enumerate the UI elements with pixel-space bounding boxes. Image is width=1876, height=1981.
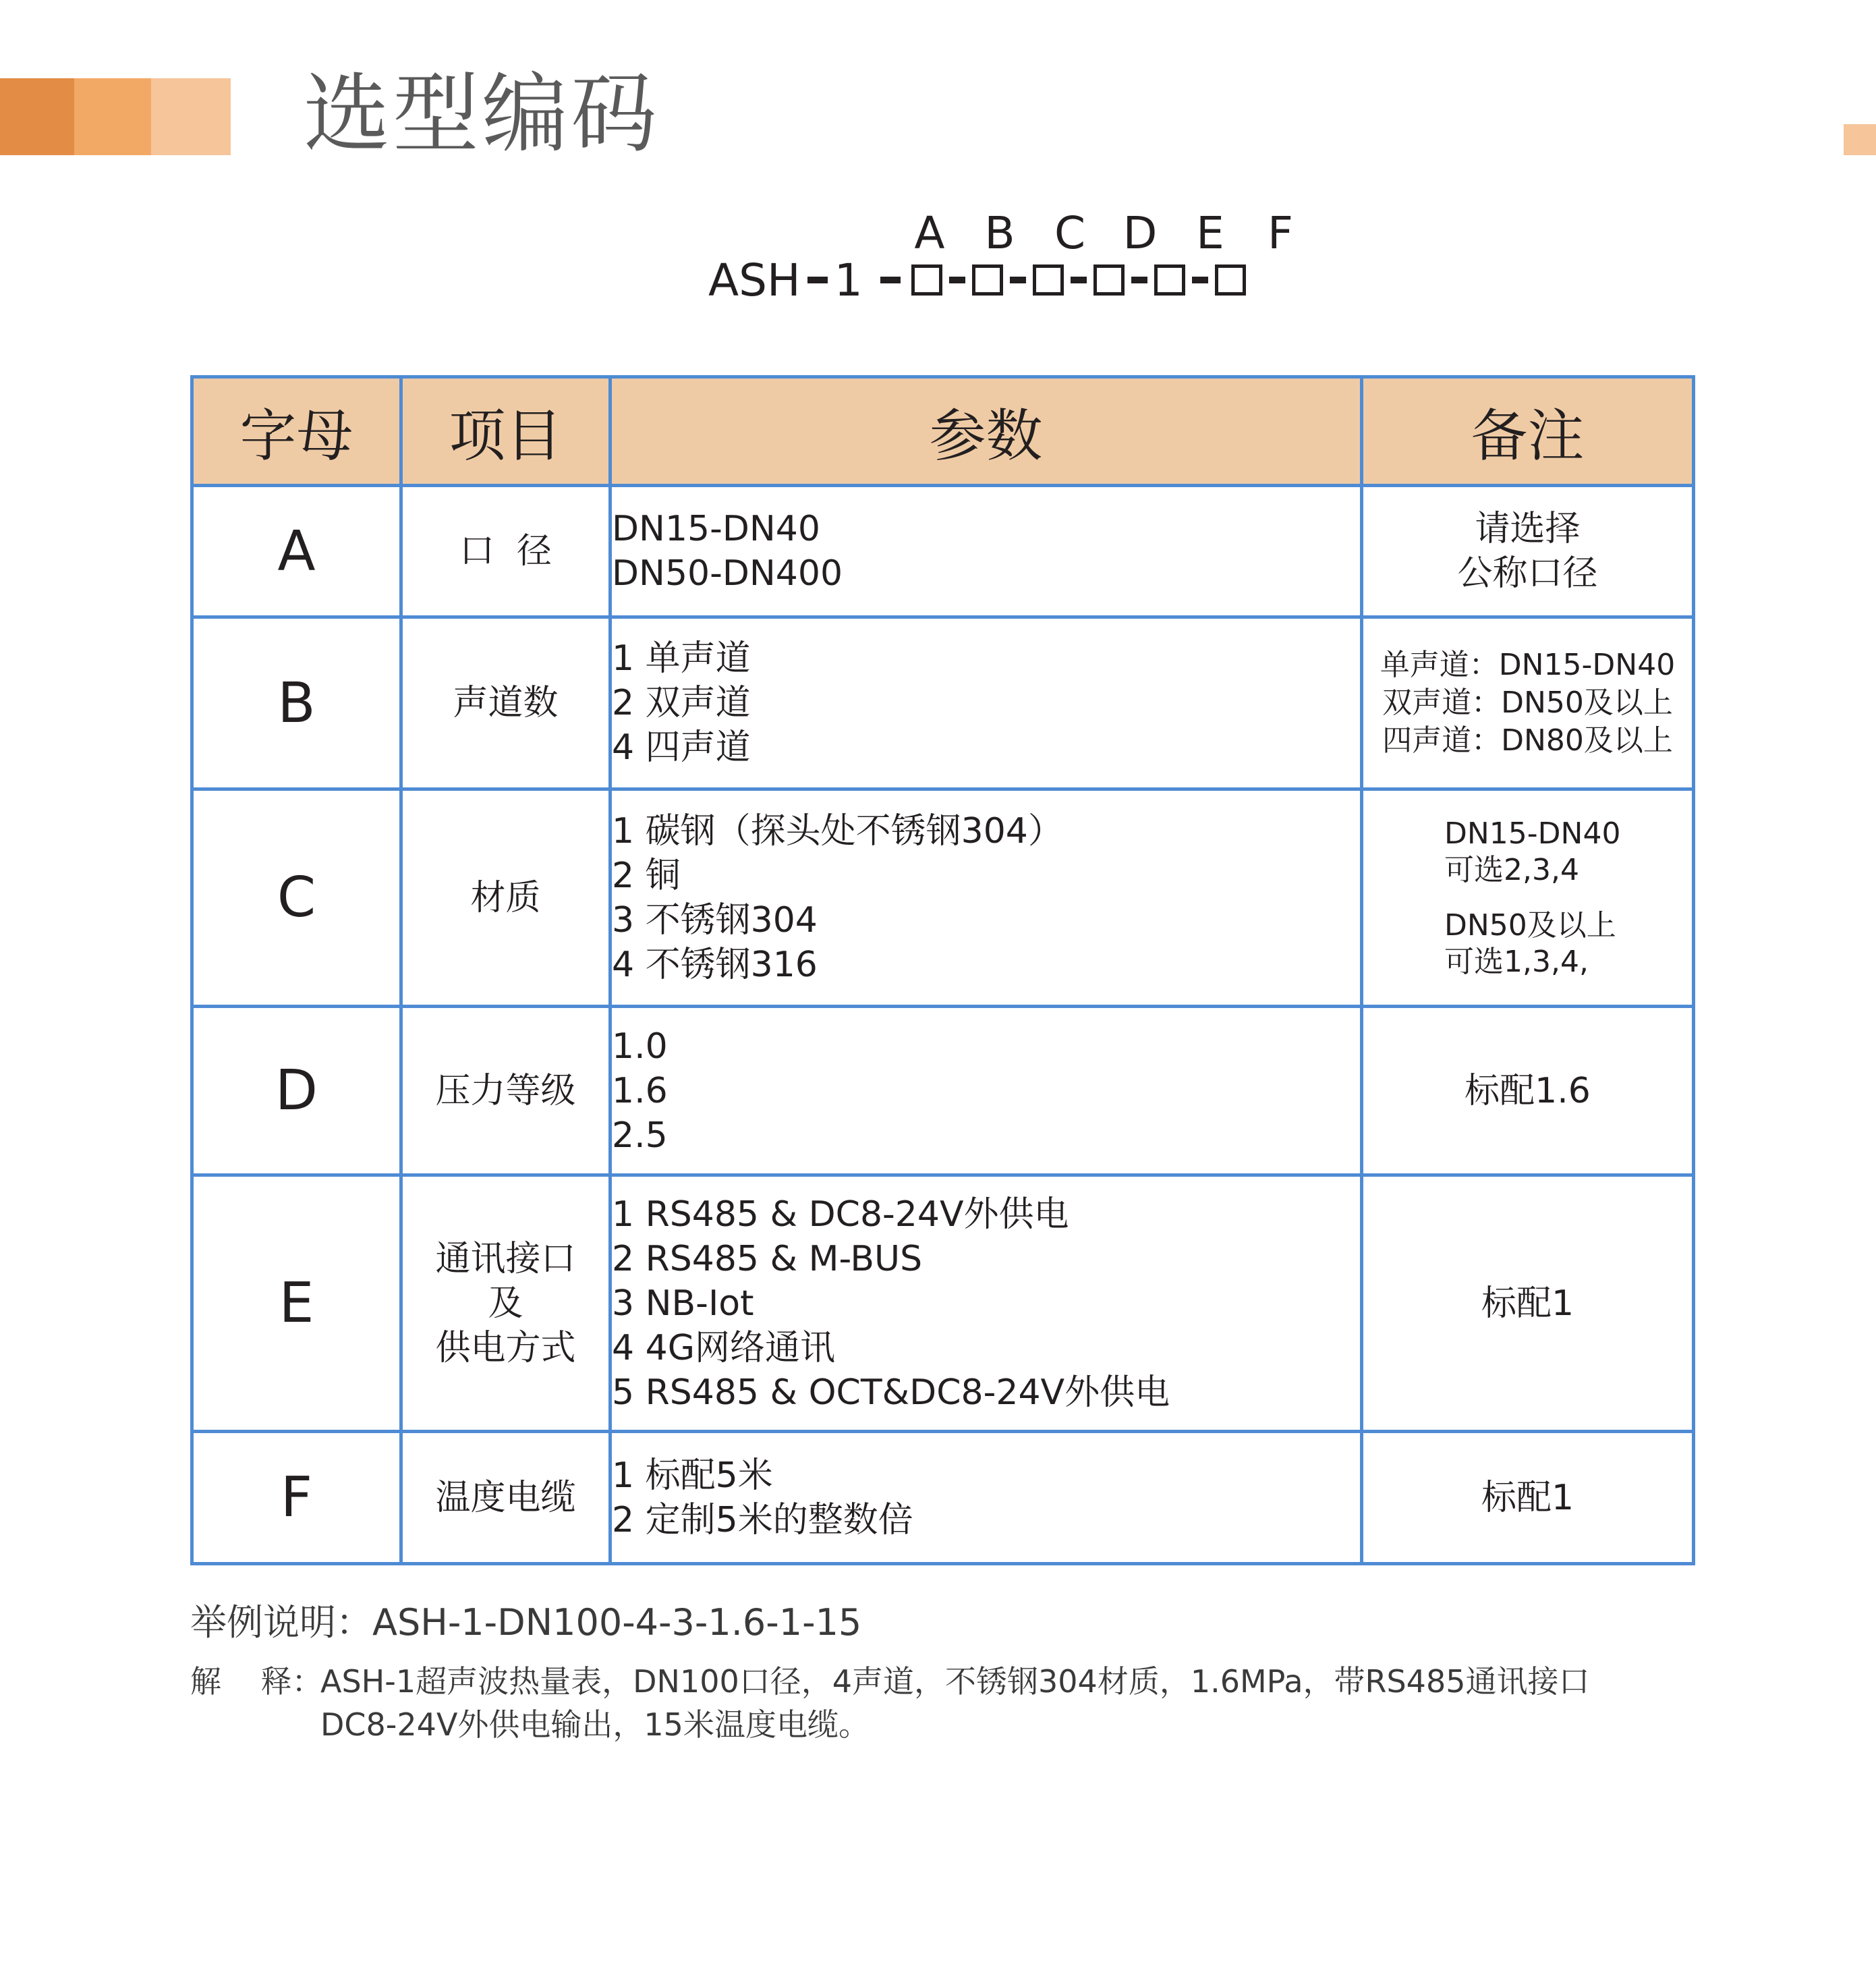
example-code: ASH-1-DN100-4-3-1.6-1-15 bbox=[372, 1601, 862, 1644]
page-title: 选型编码 bbox=[304, 64, 660, 165]
param-line: 2 双声道 bbox=[612, 683, 751, 723]
item-line: 材质 bbox=[470, 877, 541, 918]
param-line: 3 NB-Iot bbox=[612, 1283, 754, 1324]
code-letter: A bbox=[914, 207, 945, 259]
header-letter: 字母 bbox=[192, 377, 401, 486]
param-line: 4 不锈钢316 bbox=[612, 944, 818, 985]
explanation-line-1 bbox=[190, 1660, 1590, 1703]
item-line: 口 径 bbox=[459, 531, 552, 571]
row-letter: F bbox=[192, 1432, 401, 1564]
note-line: DN50及以上 bbox=[1444, 908, 1616, 943]
example-label: 举例说明： bbox=[190, 1601, 372, 1644]
code-letter: F bbox=[1268, 207, 1293, 259]
table-row-f bbox=[192, 1432, 1694, 1564]
row-params bbox=[610, 1175, 1362, 1432]
header-accent-bar-dark bbox=[0, 78, 74, 155]
row-item bbox=[401, 1007, 610, 1175]
code-dash bbox=[1192, 277, 1208, 283]
code-slot-box bbox=[1033, 264, 1064, 296]
param-line: 4 4G网络通讯 bbox=[612, 1327, 835, 1368]
code-slot-box bbox=[911, 264, 942, 296]
code-letter: E bbox=[1196, 207, 1224, 259]
row-params bbox=[610, 486, 1362, 617]
note-line: 可选2,3,4 bbox=[1444, 852, 1579, 887]
row-letter: D bbox=[192, 1007, 401, 1175]
note-spacer bbox=[1444, 889, 1692, 908]
code-slot-box bbox=[1154, 264, 1185, 296]
row-letter: B bbox=[192, 617, 401, 789]
table-header-row bbox=[192, 377, 1694, 486]
row-letter: A bbox=[192, 486, 401, 617]
explanation-text-1: ASH-1超声波热量表，DN100口径，4声道，不锈钢304材质，1.6MPa，带RS485通讯接口 bbox=[320, 1663, 1590, 1700]
item-line: 压力等级 bbox=[435, 1070, 576, 1111]
param-line: 4 四声道 bbox=[612, 727, 751, 768]
note-line: 标配1 bbox=[1481, 1477, 1574, 1518]
item-line: 温度电缆 bbox=[435, 1477, 576, 1518]
param-line: 2 铜 bbox=[612, 855, 681, 896]
code-dash bbox=[807, 277, 828, 283]
param-line: 2 RS485 & M-BUS bbox=[612, 1238, 923, 1279]
row-letter: E bbox=[192, 1175, 401, 1432]
param-line: 1 碳钢（探头处不锈钢304） bbox=[612, 810, 1063, 852]
param-line: 3 不锈钢304 bbox=[612, 899, 818, 941]
code-slot-box bbox=[972, 264, 1003, 296]
row-params bbox=[610, 1432, 1362, 1564]
code-letter: D bbox=[1122, 207, 1158, 259]
row-notes bbox=[1362, 486, 1694, 617]
item-line: 声道数 bbox=[453, 683, 559, 723]
row-item bbox=[401, 617, 610, 789]
code-dash bbox=[1071, 277, 1087, 283]
model-code-pattern bbox=[708, 250, 1247, 310]
note-line: 双声道：DN50及以上 bbox=[1382, 686, 1673, 720]
code-dash bbox=[949, 277, 965, 283]
row-params bbox=[610, 789, 1362, 1007]
param-line: DN50-DN400 bbox=[612, 553, 843, 594]
table-row-e bbox=[192, 1175, 1694, 1432]
param-line: 2.5 bbox=[612, 1115, 668, 1156]
explanation-text-2: DC8-24V外供电输出，15米温度电缆。 bbox=[320, 1706, 870, 1743]
row-item bbox=[401, 1175, 610, 1432]
note-line: 公称口径 bbox=[1457, 553, 1598, 594]
row-notes bbox=[1362, 1432, 1694, 1564]
row-item bbox=[401, 1432, 610, 1564]
header-item: 项目 bbox=[401, 377, 610, 486]
param-line: 1.0 bbox=[612, 1026, 668, 1067]
row-item bbox=[401, 789, 610, 1007]
explanation-block bbox=[190, 1660, 1590, 1746]
corner-accent-square bbox=[1844, 124, 1876, 155]
table-row-c bbox=[192, 789, 1694, 1007]
header-params: 参数 bbox=[610, 377, 1362, 486]
param-line: 5 RS485 & OCT&DC8-24V外供电 bbox=[612, 1372, 1170, 1413]
param-line: 1 RS485 & DC8-24V外供电 bbox=[612, 1194, 1069, 1235]
note-line: 可选1,3,4, bbox=[1444, 944, 1589, 979]
row-notes bbox=[1362, 1175, 1694, 1432]
item-line: 供电方式 bbox=[435, 1327, 576, 1368]
note-line: 四声道：DN80及以上 bbox=[1382, 723, 1673, 758]
header-accent-bar-light bbox=[151, 78, 231, 155]
param-line: 1.6 bbox=[612, 1070, 668, 1111]
param-line: 2 定制5米的整数倍 bbox=[612, 1499, 913, 1540]
code-dash bbox=[1010, 277, 1026, 283]
example-line bbox=[190, 1594, 861, 1646]
row-params bbox=[610, 1007, 1362, 1175]
note-line: 标配1 bbox=[1481, 1283, 1574, 1324]
code-dash bbox=[880, 277, 901, 283]
row-params bbox=[610, 617, 1362, 789]
item-line: 及 bbox=[488, 1283, 523, 1324]
code-slot-box bbox=[1215, 264, 1246, 296]
code-prefix: ASH bbox=[708, 254, 801, 306]
note-line: DN15-DN40 bbox=[1444, 816, 1621, 851]
code-letter: C bbox=[1054, 207, 1086, 259]
note-line: 请选择 bbox=[1475, 509, 1581, 549]
row-item bbox=[401, 486, 610, 617]
row-notes bbox=[1362, 617, 1694, 789]
selection-code-table bbox=[190, 375, 1695, 1565]
table-row-a bbox=[192, 486, 1694, 617]
header-notes: 备注 bbox=[1362, 377, 1694, 486]
note-line: 标配1.6 bbox=[1465, 1070, 1591, 1111]
note-line: 单声道：DN15-DN40 bbox=[1380, 648, 1676, 682]
table-row-d bbox=[192, 1007, 1694, 1175]
header-accent-bar-mid bbox=[74, 78, 151, 155]
row-notes bbox=[1362, 789, 1694, 1007]
table-row-b bbox=[192, 617, 1694, 789]
param-line: DN15-DN40 bbox=[612, 509, 820, 549]
code-dash bbox=[1131, 277, 1147, 283]
code-model-number: 1 bbox=[834, 254, 863, 306]
explanation-label: 解 释： bbox=[190, 1663, 323, 1700]
row-notes bbox=[1362, 1007, 1694, 1175]
row-letter: C bbox=[192, 789, 401, 1007]
param-line: 1 标配5米 bbox=[612, 1455, 773, 1496]
code-letter: B bbox=[984, 207, 1015, 259]
param-line: 1 单声道 bbox=[612, 638, 751, 679]
code-slot-box bbox=[1093, 264, 1125, 296]
item-line: 通讯接口 bbox=[435, 1238, 576, 1279]
